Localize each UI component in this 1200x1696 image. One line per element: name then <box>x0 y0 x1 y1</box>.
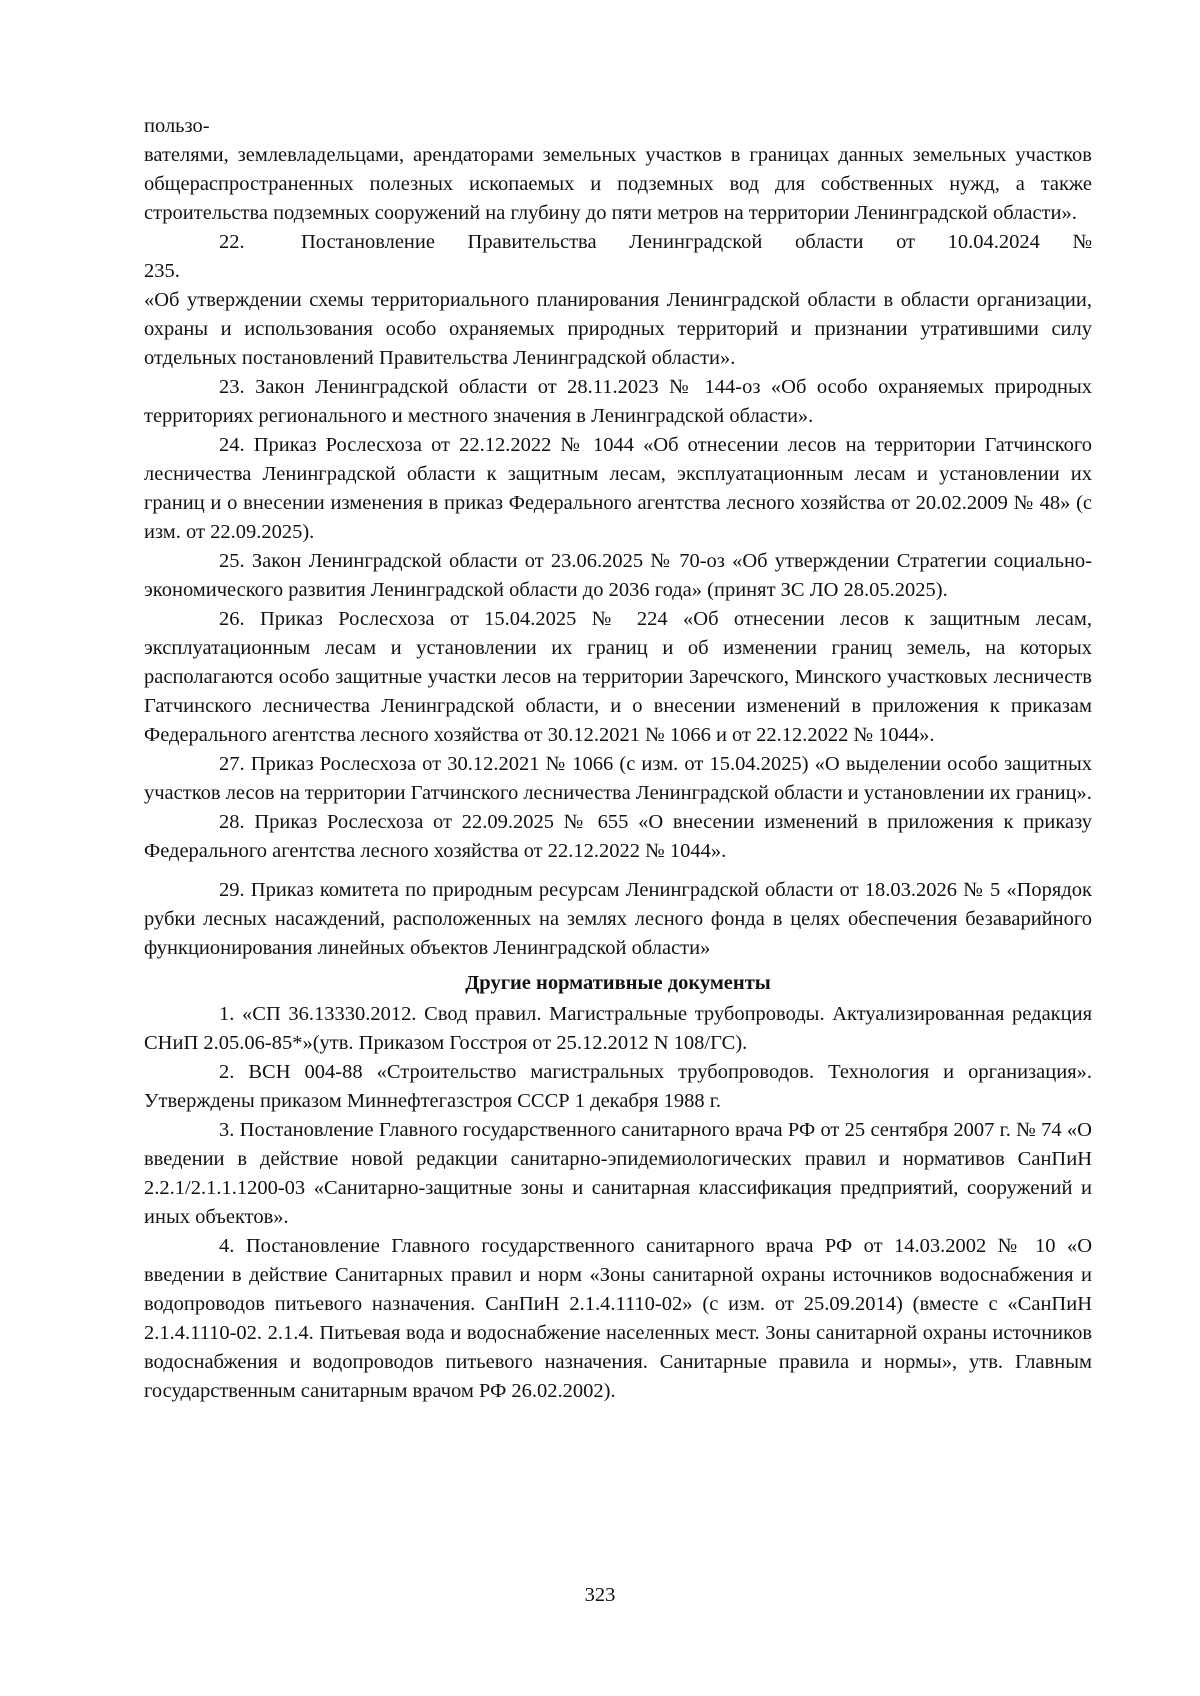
other-doc-item-1: 1. «СП 36.13330.2012. Свод правил. Магистральные трубопроводы. Актуализированная редакция СНиП 2.05.06-85*»(утв. Приказом Госстроя от 25.12.2012 N 108/ГС). <box>144 1003 1092 1054</box>
list-item-number: 22. <box>219 231 245 253</box>
other-doc-item-4: 4. Постановление Главного государственного санитарного врача РФ от 14.03.2002 № 10 «О введении в действие Санитарных правил и норм «Зоны санитарной охраны источников водоснабжения и водопроводов питьевого назначения. СанПиН 2.1.4.1110-02» (с изм. от 25.09.2014) (вместе с «СанПиН 2.1.4.1110-02. 2.1.4. Питьевая вода и водоснабжение населенных мест. Зоны санитарной охраны источников водоснабжения и водопроводов питьевого назначения. Санитарные правила и нормы», утв. Главным государственным санитарным врачом РФ 26.02.2002). <box>144 1235 1092 1402</box>
lead-line: пользо- <box>144 115 210 137</box>
list-item-title: Постановление Правительства Ленинградской области от 10.04.2024 № <box>301 231 1092 253</box>
list-item-25: 25. Закон Ленинградской области от 23.06.2025 № 70-оз «Об утверждении Стратегии социально-экономического развития Ленинградской области до 2036 года» (принят ЗС ЛО 28.05.2025). <box>144 550 1092 601</box>
document-page <box>144 112 1092 1406</box>
list-item-26: 26. Приказ Рослесхоза от 15.04.2025 № 224 «Об отнесении лесов к защитным лесам, эксплуатационным лесам и установлении их границ и об изменении границ земель, на которых располагаются особо защитные участки лесов на территории Заречского, Минского участковых лесничеств Гатчинского лесничества Ленинградской области, и о внесении изменений в приложения к приказам Федерального агентства лесного хозяйства от 30.12.2021 № 1066 и от 22.12.2022 № 1044». <box>144 608 1092 746</box>
list-item-27: 27. Приказ Рослесхоза от 30.12.2021 № 1066 (с изм. от 15.04.2025) «О выделении особо защитных участков лесов на территории Гатчинского лесничества Ленинградской области и установлении их границ». <box>144 753 1092 804</box>
page-number: 323 <box>584 1584 616 1606</box>
list-item-22-header <box>144 228 1092 257</box>
list-item-22-text: «Об утверждении схемы территориального планирования Ленинградской области в области организации, охраны и использования особо охраняемых природных территорий и признании утратившими силу отдельных постановлений Правительства Ленинградской области». <box>144 289 1092 369</box>
list-item-29: 29. Приказ комитета по природным ресурсам Ленинградской области от 18.03.2026 № 5 «Порядок рубки лесных насаждений, расположенных на землях лесного фонда в целях обеспечения безаварийного функционирования линейных объектов Ленинградской области» <box>144 879 1092 959</box>
section-heading: Другие нормативные документы <box>465 972 771 994</box>
list-item-23: 23. Закон Ленинградской области от 28.11.2023 № 144-оз «Об особо охраняемых природных территориях регионального и местного значения в Ленинградской области». <box>144 376 1092 427</box>
list-item-24: 24. Приказ Рослесхоза от 22.12.2022 № 1044 «Об отнесении лесов на территории Гатчинского лесничества Ленинградской области к защитным лесам, эксплуатационным лесам и установлении их границ и о внесении изменения в приказ Федерального агентства лесного хозяйства от 20.02.2009 № 48» (с изм. от 22.09.2025). <box>144 434 1092 543</box>
list-item-28: 28. Приказ Рослесхоза от 22.09.2025 № 655 «О внесении изменений в приложения к приказу Федерального агентства лесного хозяйства от 22.12.2022 № 1044». <box>144 811 1092 862</box>
lead-paragraph: вателями, землевладельцами, арендаторами земельных участков в границах данных земельных участков общераспространенных полезных ископаемых и подземных вод для собственных нужд, а также строительства подземных сооружений на глубину до пяти метров на территории Ленинградской области». <box>144 144 1092 224</box>
other-doc-item-3: 3. Постановление Главного государственного санитарного врача РФ от 25 сентября 2007 г. № 74 «О введении в действие новой редакции санитарно-эпидемиологических правил и нормативов СанПиН 2.2.1/2.1.1.1200-03 «Санитарно-защитные зоны и санитарная классификация предприятий, сооружений и иных объектов». <box>144 1119 1092 1228</box>
list-item-number-continuation: 235. <box>144 260 180 282</box>
other-doc-item-2: 2. ВСН 004-88 «Строительство магистральных трубопроводов. Технология и организация». Утверждены приказом Миннефтегазстроя СССР 1 декабря 1988 г. <box>144 1061 1092 1112</box>
